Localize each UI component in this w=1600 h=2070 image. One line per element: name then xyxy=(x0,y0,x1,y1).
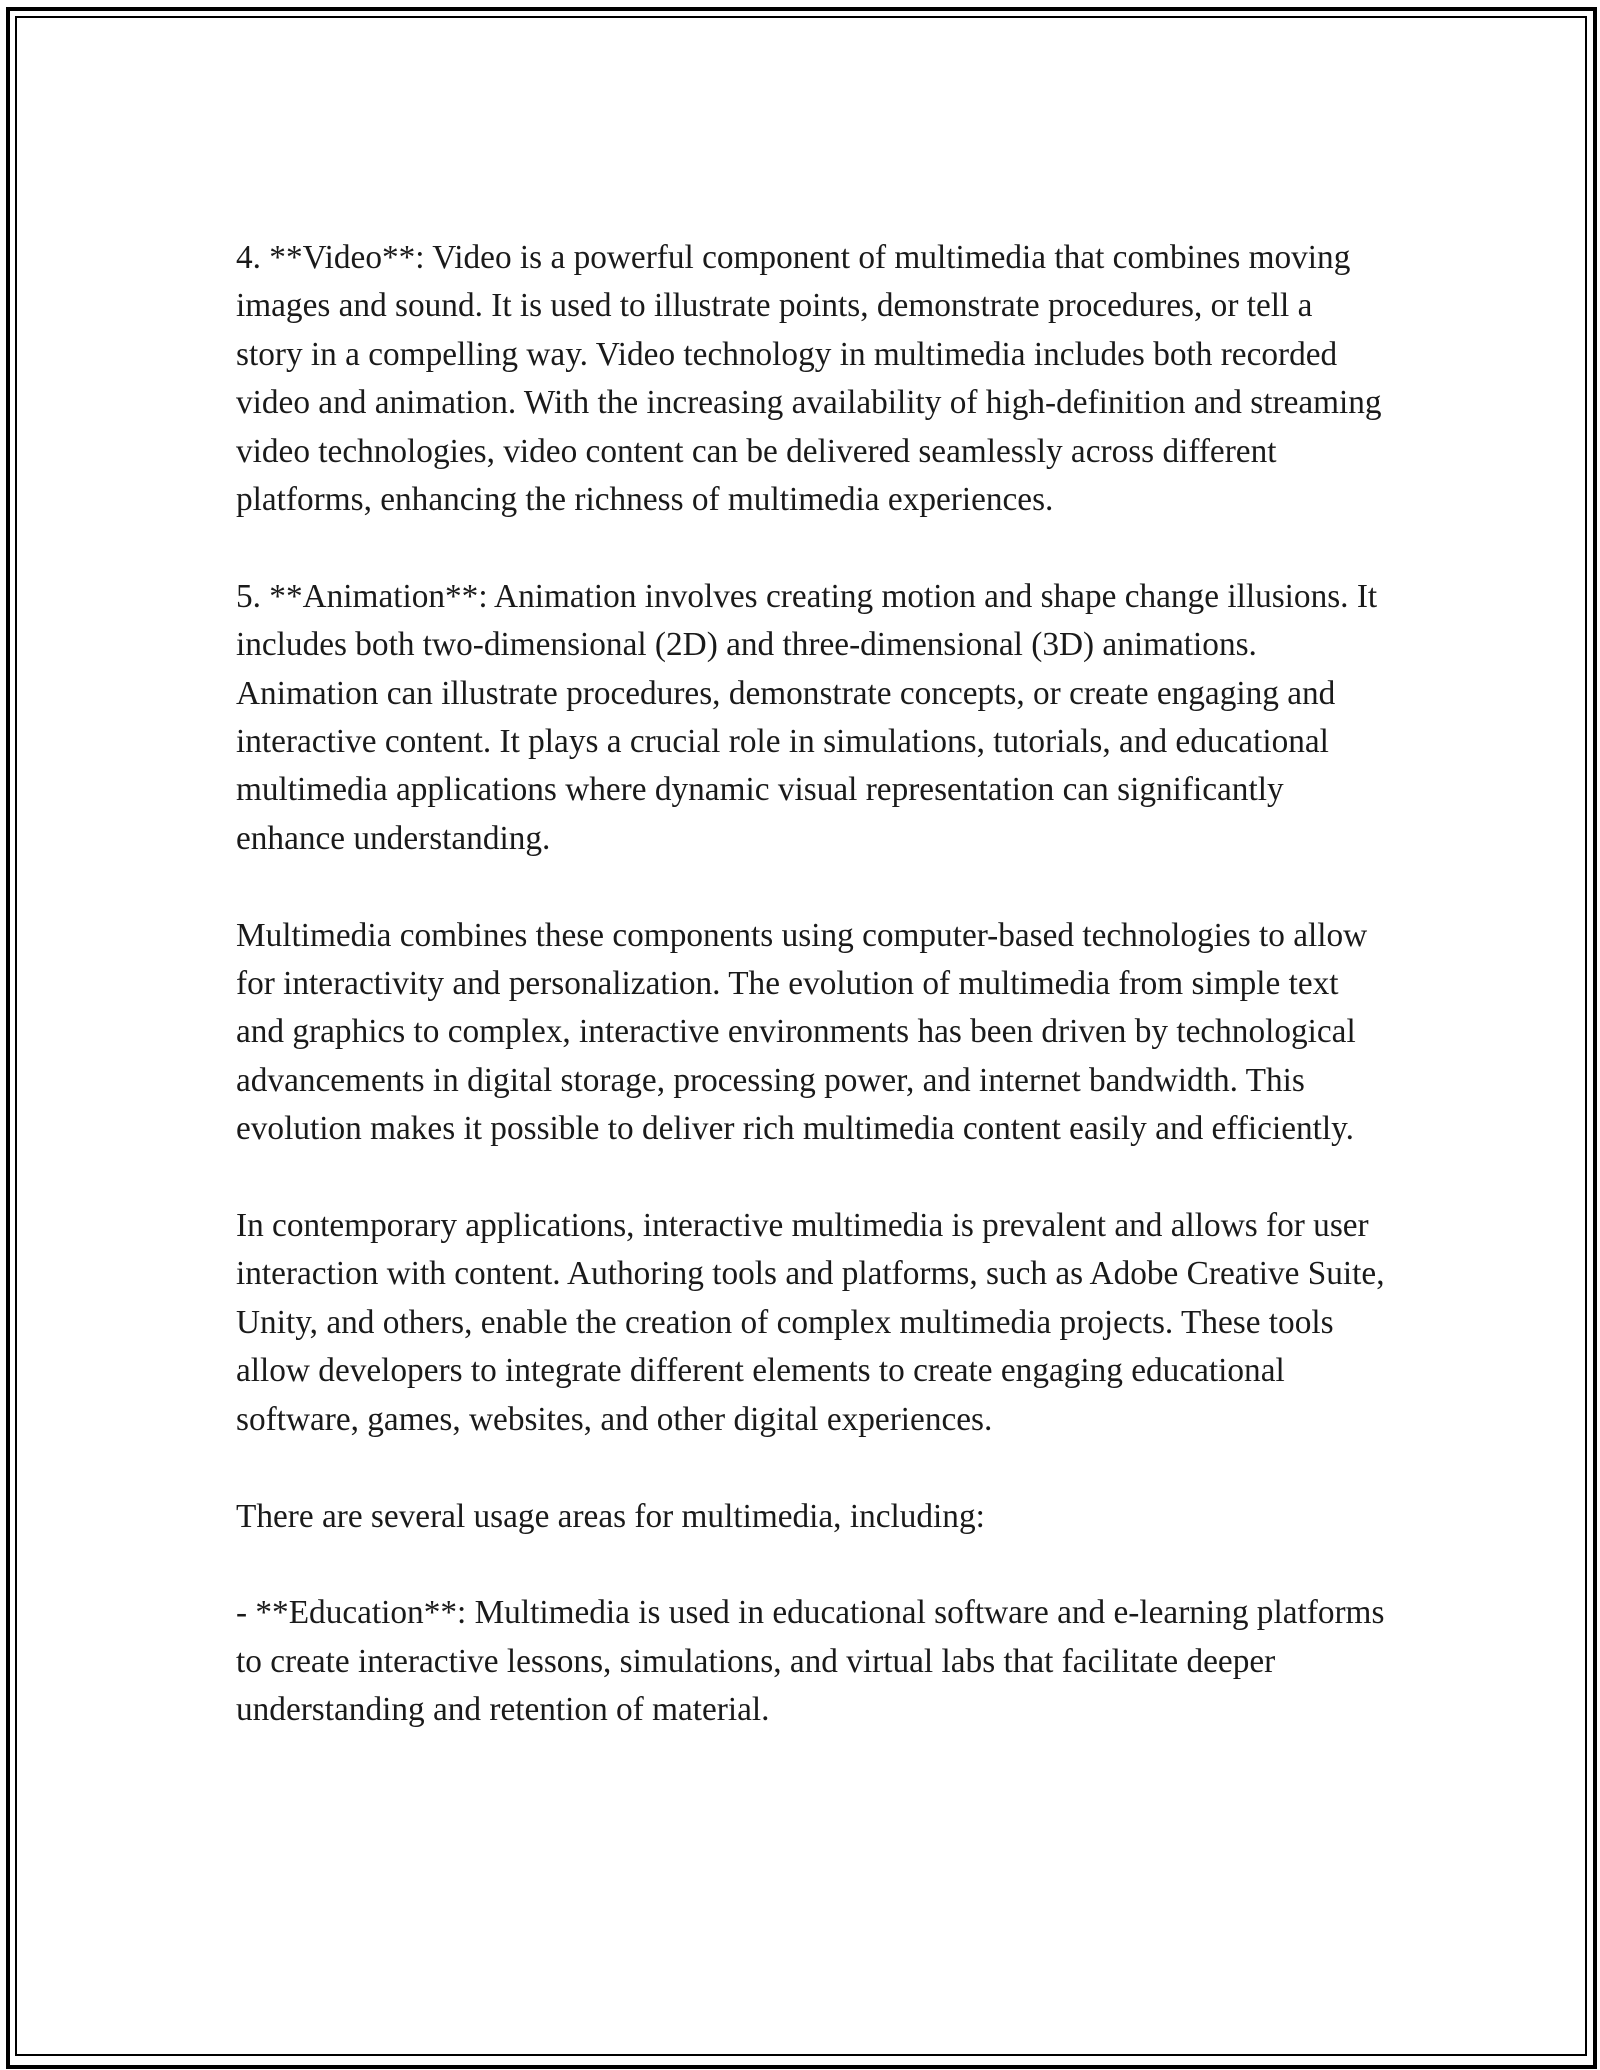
paragraph-contemporary-applications: In contemporary applications, interactive multimedia is prevalent and allows for user interaction with content. Authoring tools and platforms, such as Adobe Creative Suite, Unity, and others, enable the creation of complex multimedia projects. These tools allow developers to integrate different elements to create engaging educational software, games, websites, and other digital experiences. xyxy=(236,1207,1385,1438)
document-body xyxy=(236,234,1386,1735)
paragraph-multimedia-combines: Multimedia combines these components using computer-based technologies to allow for interactivity and personalization. The evolution of multimedia from simple text and graphics to complex, interactive environments has been driven by technological advancements in digital storage, processing power, and internet bandwidth. This evolution makes it possible to deliver rich multimedia content easily and efficiently. xyxy=(236,916,1368,1148)
paragraph-animation: 5. **Animation**: Animation involves creating motion and shape change illusions. It includes both two-dimensional (2D) and three-dimensional (3D) animations. Animation can illustrate procedures, demonstrate concepts, or create engaging and interactive content. It plays a crucial role in simulations, tutorials, and educational multimedia applications where dynamic visual representation can significantly enhance understanding. xyxy=(236,577,1378,857)
paragraph-usage-areas: There are several usage areas for multimedia, including: xyxy=(236,1497,985,1535)
paragraph-video: 4. **Video**: Video is a powerful component of multimedia that combines moving images and sound. It is used to illustrate points, demonstrate procedures, or tell a story in a compelling way. Video technology in multimedia includes both recorded video and animation. With the increasing availability of high-definition and streaming video technologies, video content can be delivered seamlessly across different platforms, enhancing the richness of multimedia experiences. xyxy=(236,239,1382,519)
list-item-education: - **Education**: Multimedia is used in educational software and e-learning platforms to create interactive lessons, simulations, and virtual labs that facilitate deeper understanding and retention of material. xyxy=(236,1594,1385,1729)
